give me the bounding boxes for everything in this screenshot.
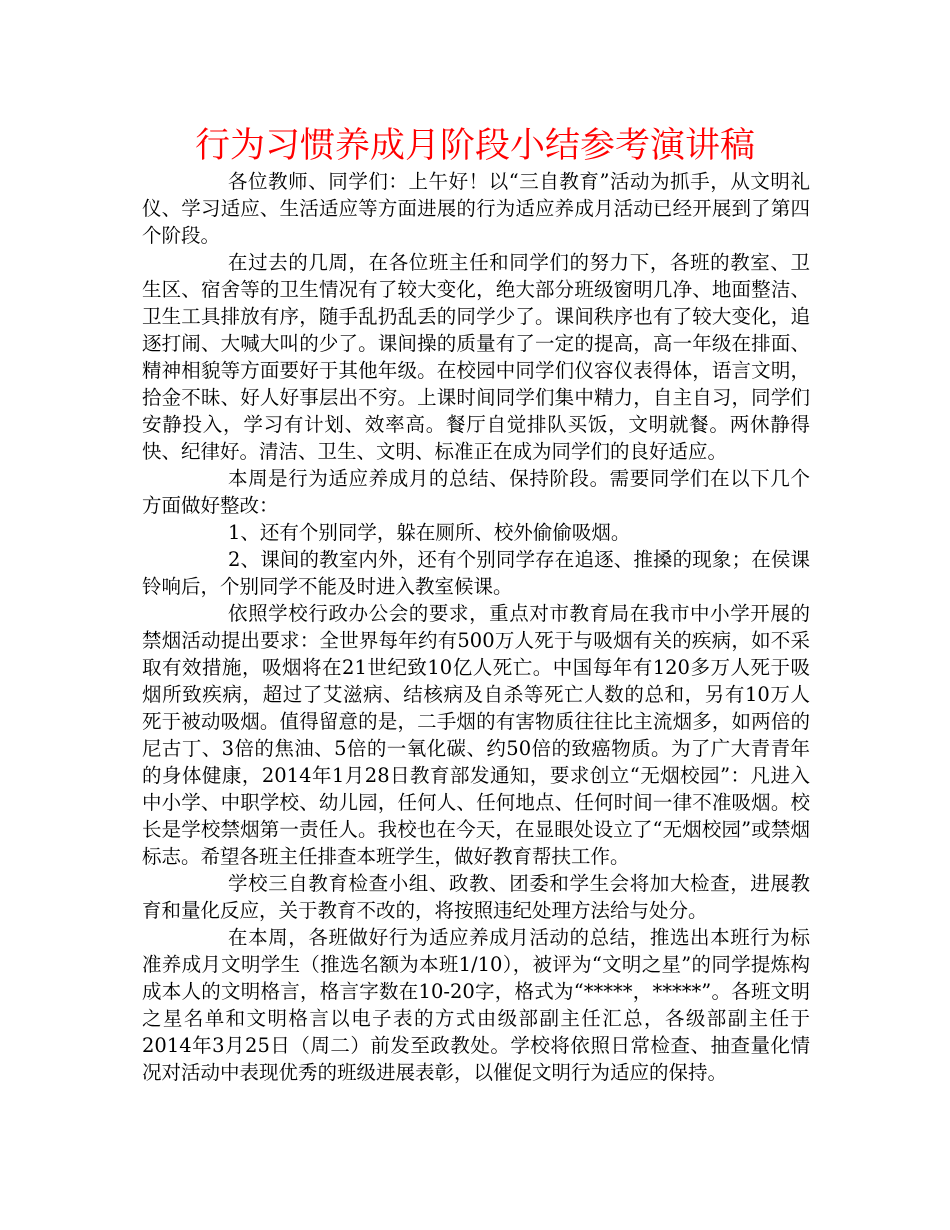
paragraph-item-1: 1、还有个别同学，躲在厕所、校外偷偷吸烟。: [228, 521, 631, 544]
document-body: [142, 168, 810, 1086]
paragraph-item-2: 2、课间的教室内外，还有个别同学存在追逐、推搡的现象；在侯课铃响后，个别同学不能及时进入教室候课。: [142, 548, 810, 598]
paragraph-inspection: 学校三自教育检查小组、政教、团委和学生会将加大检查，进展教育和量化反应，关于教育不改的，将按照违纪处理方法给与处分。: [142, 872, 810, 922]
document-title: 行为习惯养成月阶段小结参考演讲稿: [194, 126, 755, 166]
paragraph-progress: 在过去的几周，在各位班主任和同学们的努力下，各班的教室、卫生区、宿舍等的卫生情况有了较大变化，绝大部分班级窗明几净、地面整洁、卫生工具排放有序，随手乱扔乱丢的同学少了。课间秩序也有了较大变化，追逐打闹、大喊大叫的少了。课间操的质量有了一定的提高，高一年级在排面、精神相貌等方面要好于其他年级。在校园中同学们仪容仪表得体，语言文明，拾金不昧、好人好事层出不穷。上课时间同学们集中精力，自主自习，同学们安静投入，学习有计划、效率高。餐厅自觉排队买饭，文明就餐。两休静得快、纪律好。清洁、卫生、文明、标准正在成为同学们的良好适应。: [142, 251, 810, 463]
paragraph-civility-star: 在本周，各班做好行为适应养成月活动的总结，推选出本班行为标准养成月文明学生（推选名额为本班1/10），被评为“文明之星”的同学提炼构成本人的文明格言，格言字数在10-20字，格式为“*****，*****”。各班文明之星名单和文明格言以电子表的方式由级部副主任汇总，各级部副主任于2014年3月25日（周二）前发至政教处。学校将依照日常检查、抽查量化情况对活动中表现优秀的班级进展表彰，以催促文明行为适应的保持。: [142, 926, 810, 1084]
paragraph-rectification-intro: 本周是行为适应养成月的总结、保持阶段。需要同学们在以下几个方面做好整改：: [142, 467, 810, 517]
paragraph-smoking-ban: 依照学校行政办公会的要求，重点对市教育局在我市中小学开展的禁烟活动提出要求：全世界每年约有500万人死于与吸烟有关的疾病，如不采取有效措施，吸烟将在21世纪致10亿人死亡。中国每年有120多万人死于吸烟所致疾病，超过了艾滋病、结核病及自杀等死亡人数的总和，另有10万人死于被动吸烟。值得留意的是，二手烟的有害物质往往比主流烟多，如两倍的尼古丁、3倍的焦油、5倍的一氧化碳、约50倍的致癌物质。为了广大青青年的身体健康，2014年1月28日教育部发通知，要求创立“无烟校园”：凡进入中小学、中职学校、幼儿园，任何人、任何地点、任何时间一律不准吸烟。校长是学校禁烟第一责任人。我校也在今天，在显眼处设立了“无烟校园”或禁烟标志。希望各班主任排查本班学生，做好教育帮扶工作。: [142, 602, 810, 868]
paragraph-greeting: 各位教师、同学们：上午好！以“三自教育”活动为抓手，从文明礼仪、学习适应、生活适应等方面进展的行为适应养成月活动已经开展到了第四个阶段。: [142, 170, 810, 247]
